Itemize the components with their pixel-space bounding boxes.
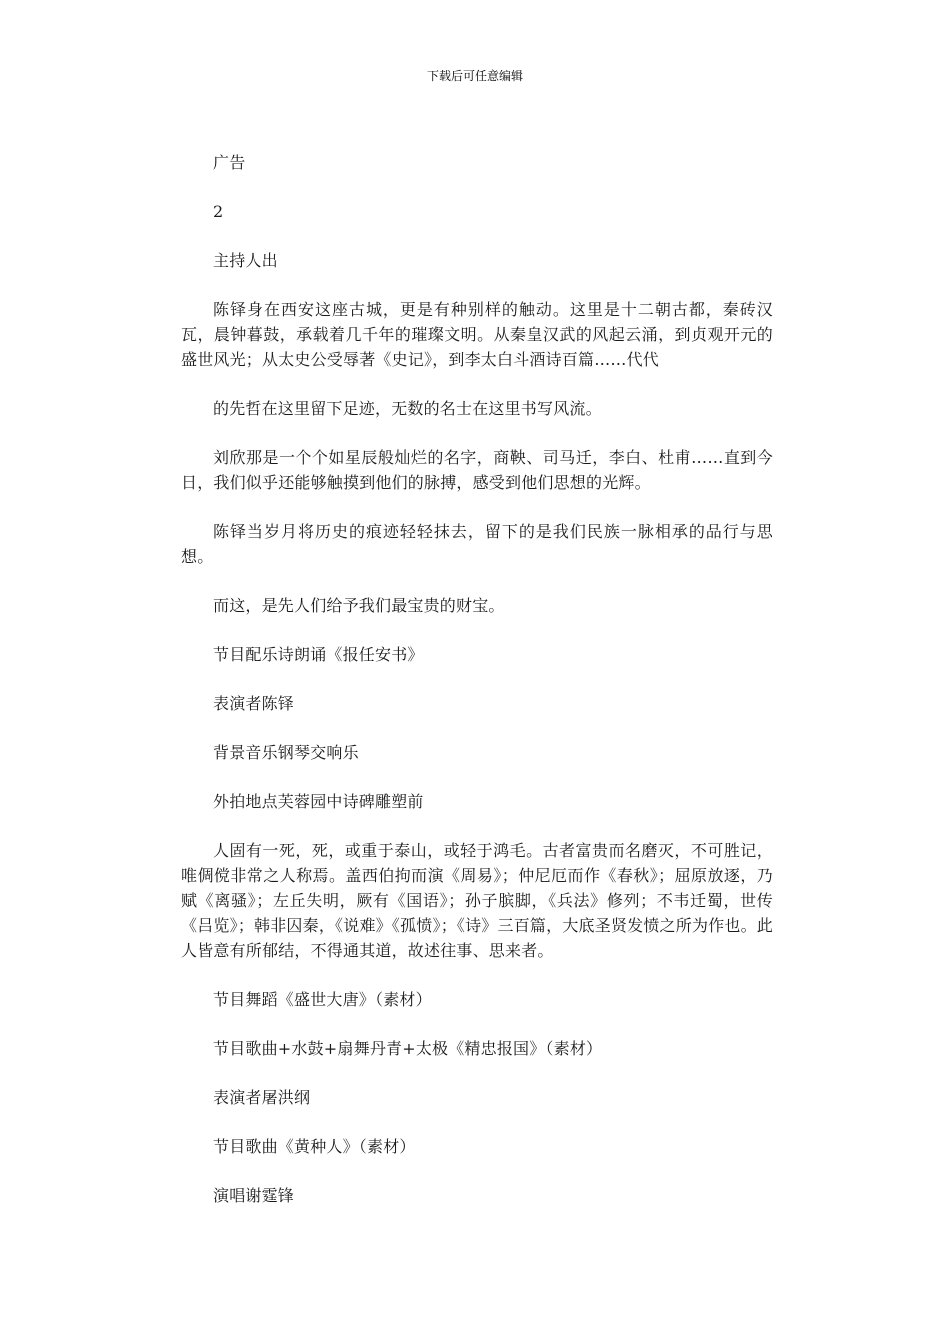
paragraph-baorenanshu-text: 人固有一死，死，或重于泰山，或轻于鸿毛。古者富贵而名磨灭，不可胜记，唯倜傥非常之人称焉。盖西伯拘而演《周易》；仲尼厄而作《春秋》；屈原放逐，乃赋《离骚》；左丘失明，厥有《国语》；孙子膑脚，《兵法》修列；不韦迁蜀，世传《吕览》；韩非囚秦，《说难》《孤愤》；《诗》三百篇，大底圣贤发愤之所为作也。此人皆意有所郁结，不得通其道，故述往事、思来者。 (181, 841, 773, 960)
paragraph-xian-intro: 陈铎身在西安这座古城，更是有种别样的触动。这里是十二朝古都，秦砖汉瓦，晨钟暮鼓，承载着几千年的璀璨文明。从秦皇汉武的风起云涌，到贞观开元的盛世风光；从太史公受辱著《史记》，到李太白斗酒诗百篇……代代 (181, 300, 773, 369)
paragraph-ad: 广告 (213, 153, 246, 172)
paragraph-program-dance: 节目舞蹈《盛世大唐》（素材） (213, 990, 432, 1009)
paragraph-liuxin: 刘欣那是一个个如星辰般灿烂的名字，商鞅、司马迁，李白、杜甫……直到今日，我们似乎还能够触摸到他们的脉搏，感受到他们思想的光辉。 (181, 448, 773, 492)
paragraph-sages-continue: 的先哲在这里留下足迹，无数的名士在这里书写风流。 (213, 399, 602, 418)
paragraph-location: 外拍地点芙蓉园中诗碑雕塑前 (213, 792, 424, 811)
paragraph-treasure: 而这，是先人们给予我们最宝贵的财宝。 (213, 596, 505, 615)
paragraph-performer-chenduo: 表演者陈铎 (213, 694, 295, 713)
paragraph-performer-tuhonggang: 表演者屠洪纲 (213, 1088, 311, 1107)
page-header: 下载后可任意编辑 (426, 69, 523, 83)
paragraph-program-poem: 节目配乐诗朗诵《报任安书》 (213, 645, 424, 664)
paragraph-bg-music: 背景音乐钢琴交响乐 (213, 743, 359, 762)
paragraph-program-song-huangzhongren: 节目歌曲《黄种人》（素材） (213, 1137, 416, 1156)
paragraph-number: 2 (213, 202, 224, 221)
paragraph-chenduo-history: 陈铎当岁月将历史的痕迹轻轻抹去，留下的是我们民族一脉相承的品行与思想。 (181, 522, 773, 566)
paragraph-host-enter: 主持人出 (213, 251, 278, 270)
paragraph-program-song-jingzhong: 节目歌曲+水鼓+扇舞丹青+太极《精忠报国》（素材） (213, 1039, 603, 1058)
document-body (181, 150, 773, 1232)
paragraph-singer-xietingfeng: 演唱谢霆锋 (213, 1186, 295, 1205)
